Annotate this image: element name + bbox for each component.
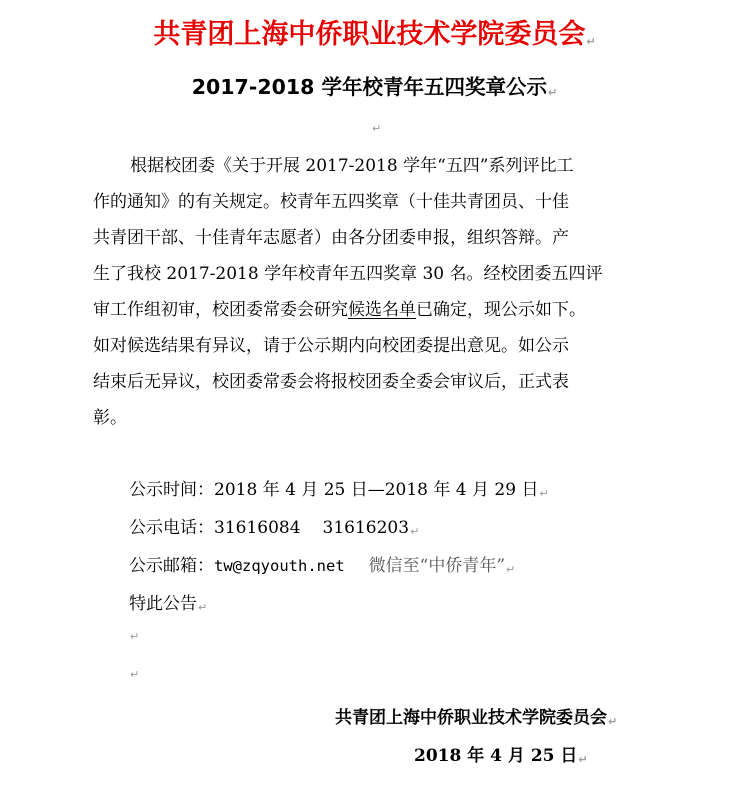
paragraph-mark-icon: ↵ (130, 630, 140, 643)
paragraph-mark-icon: ↵ (586, 35, 596, 48)
candidate-list-underlined: 候选名单 (348, 300, 416, 320)
body-line-2: 作的通知》的有关规定。校青年五四奖章（十佳共青团员、十佳 (93, 192, 569, 212)
body-line-6: 如对候选结果有异议，请于公示期内向校团委提出意见。如公示 (93, 336, 569, 356)
notice-period: 公示时间：2018 年 4 月 25 日—2018 年 4 月 29 日↵ (129, 480, 549, 500)
paragraph-mark-icon: ↵ (198, 601, 208, 614)
body-line-3: 共青团干部、十佳青年志愿者）由各分团委申报，组织答辩。产 (93, 228, 569, 248)
body-line-7: 结束后无异议，校团委常委会将报校团委全委会审议后，正式表 (93, 372, 569, 392)
paragraph-mark-icon: ↵ (539, 487, 549, 500)
notice-email: 公示邮箱：tw@zqyouth.net 微信至“中侨青年”↵ (129, 556, 516, 576)
paragraph-mark-icon: ↵ (506, 563, 516, 576)
email-address: tw@zqyouth.net (214, 557, 345, 575)
paragraph-mark-icon: ↵ (608, 715, 618, 728)
wechat-account: 微信至“中侨青年” (368, 556, 506, 576)
paragraph-mark-icon: ↵ (372, 122, 382, 135)
organization-title: 共青团上海中侨职业技术学院委员会↵ (153, 19, 596, 50)
paragraph-mark-icon: ↵ (130, 668, 140, 681)
notice-phone: 公示电话：31616084 31616203↵ (129, 518, 420, 538)
paragraph-mark-icon: ↵ (548, 86, 558, 99)
body-line-8: 彰。 (93, 408, 127, 428)
notice-title: 2017-2018 学年校青年五四奖章公示↵ (191, 75, 558, 99)
body-line-4: 生了我校 2017-2018 学年校青年五四奖章 30 名。经校团委五四评 (93, 264, 603, 284)
paragraph-mark-icon: ↵ (410, 525, 420, 538)
body-line-1: 根据校团委《关于开展 2017-2018 学年“五四”系列评比工 (130, 156, 574, 176)
signature-organization: 共青团上海中侨职业技术学院委员会↵ (335, 708, 618, 728)
signature-date: 2018 年 4 月 25 日↵ (414, 746, 588, 766)
closing-line: 特此公告↵ (129, 594, 208, 614)
paragraph-mark-icon: ↵ (578, 753, 588, 766)
body-line-5: 审工作组初审，校团委常委会研究候选名单已确定，现公示如下。 (93, 300, 586, 320)
